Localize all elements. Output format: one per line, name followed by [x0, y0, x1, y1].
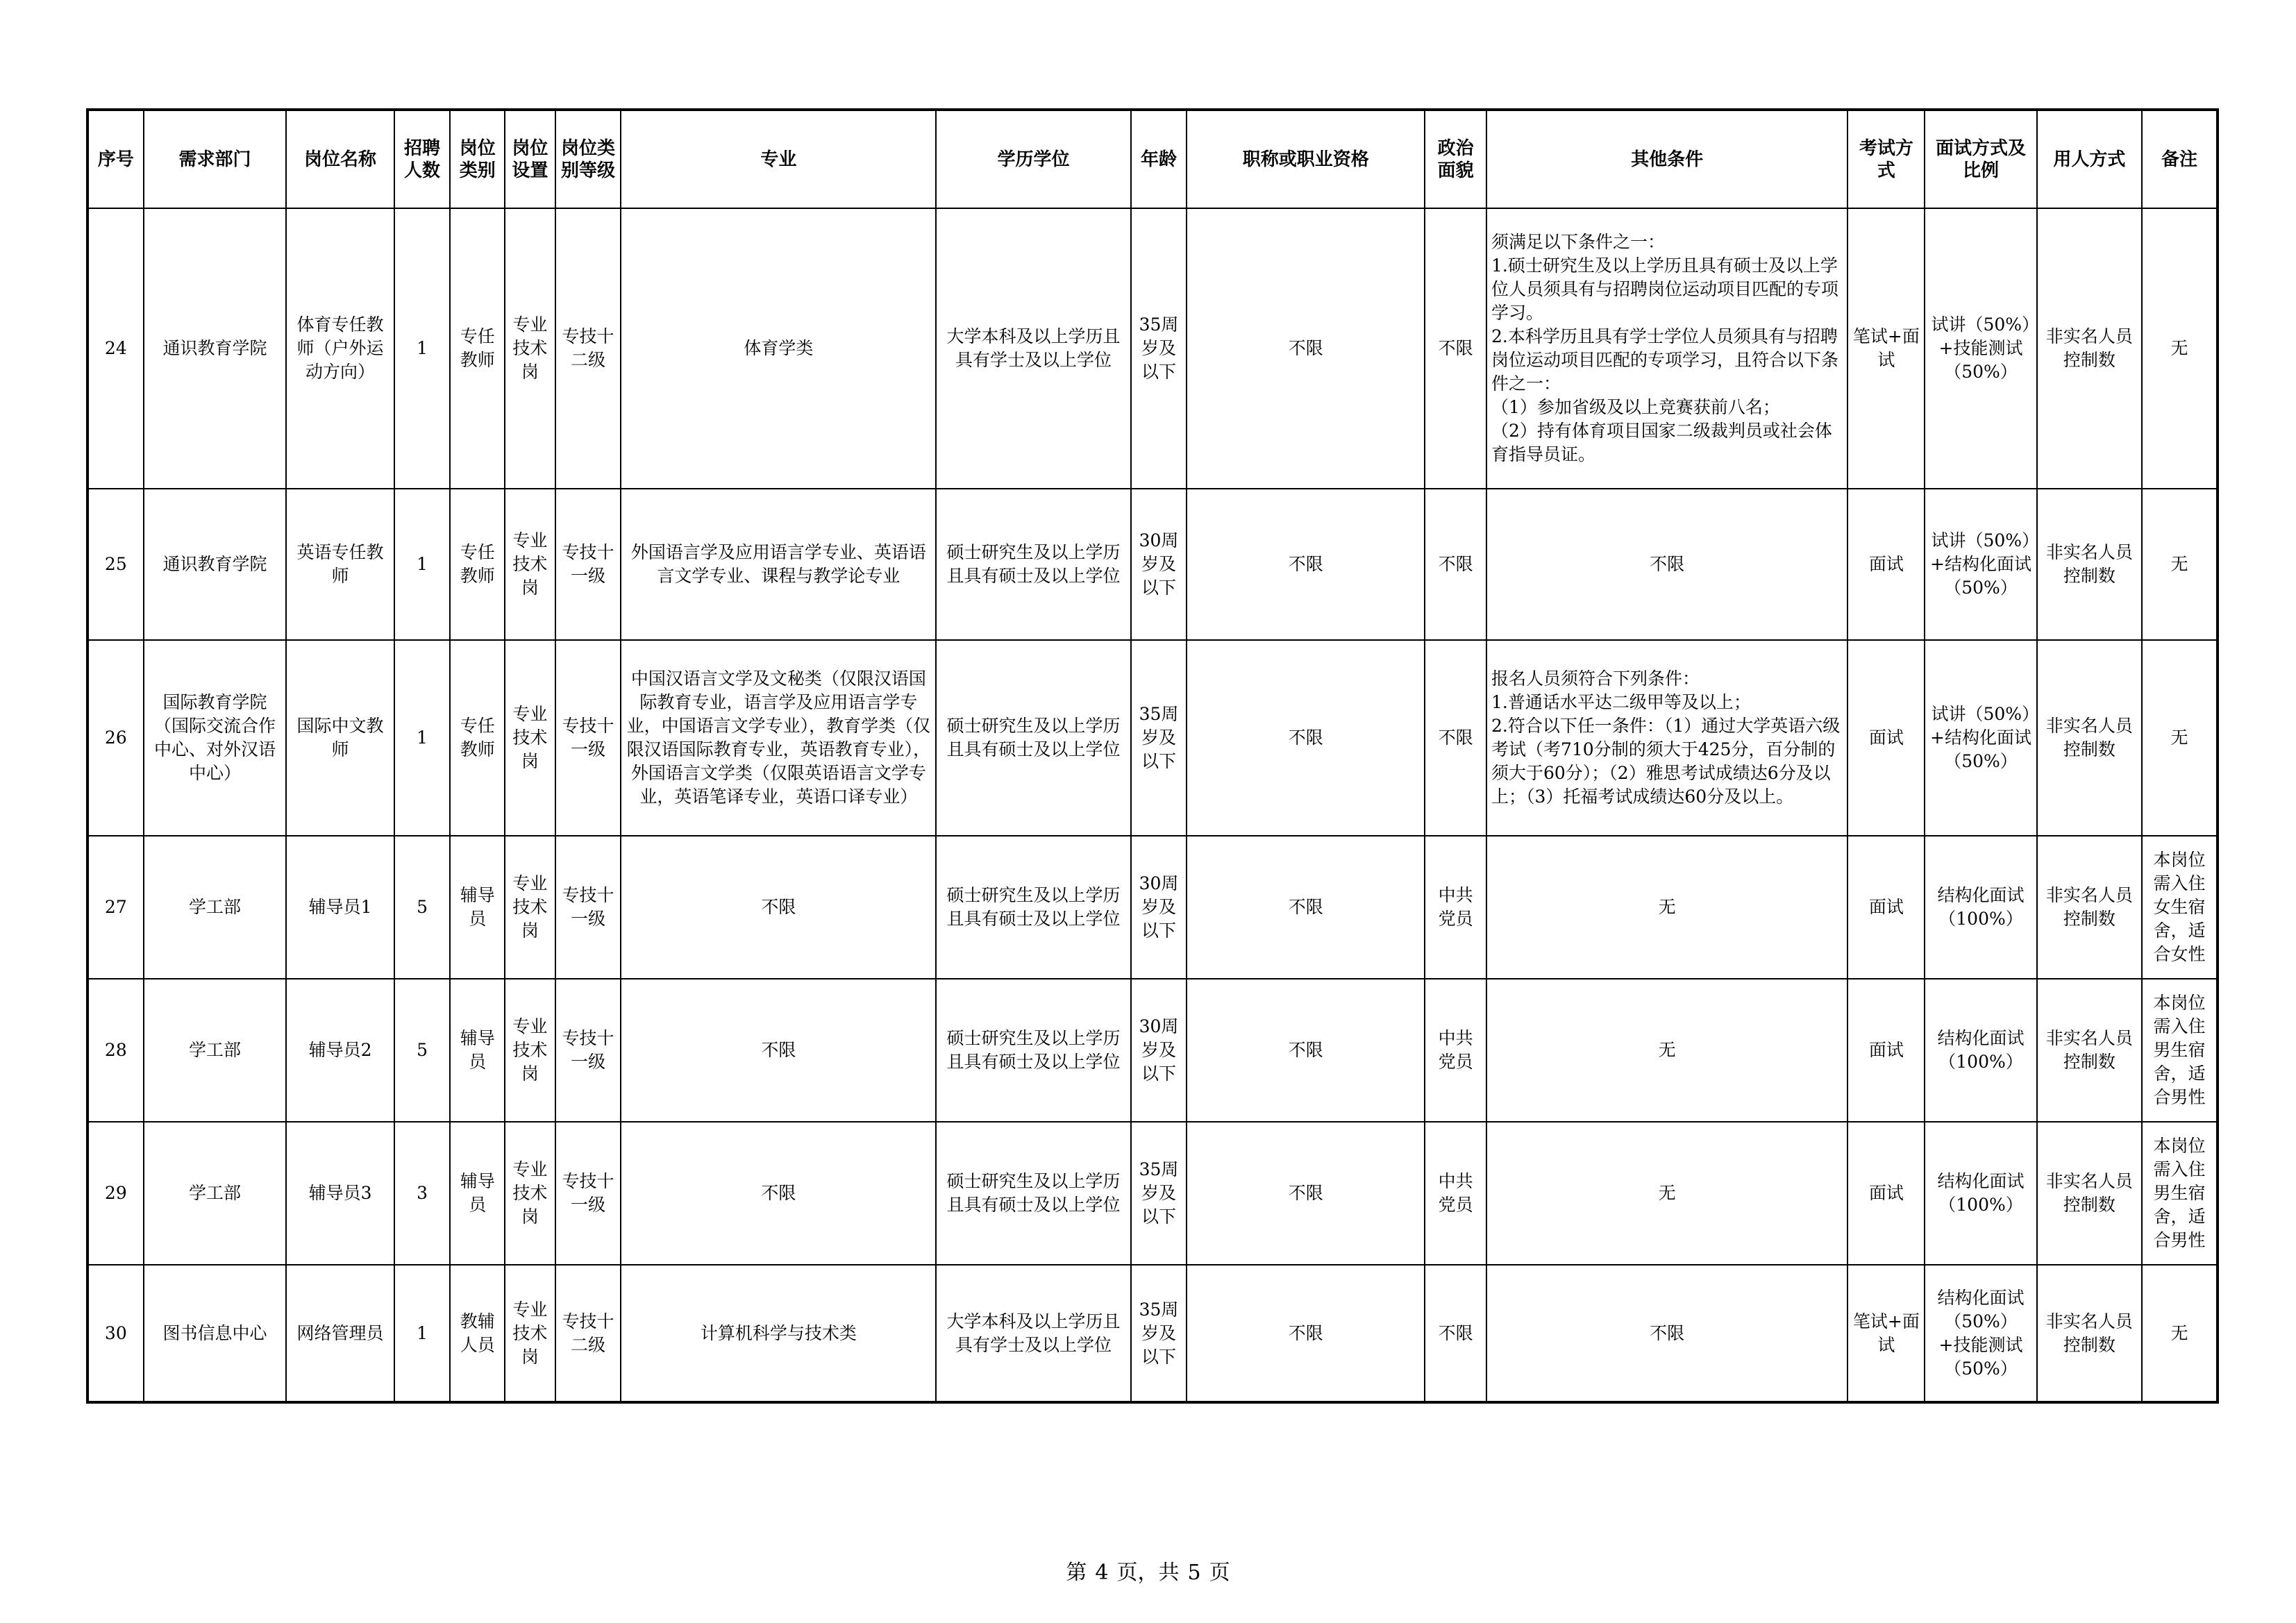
cell-interview: 试讲（50%）+结构化面试（50%） [1925, 489, 2036, 640]
table-row [87, 979, 2218, 1122]
cell-setting: 专业技术岗 [505, 640, 555, 836]
cell-political: 不限 [1425, 489, 1486, 640]
cell-exam: 笔试+面试 [1847, 1265, 1925, 1402]
cell-post: 辅导员1 [286, 836, 394, 979]
header-cell: 序号 [87, 110, 144, 208]
cell-title: 不限 [1187, 1122, 1425, 1265]
cell-no: 28 [87, 979, 144, 1122]
header-cell: 需求部门 [144, 110, 287, 208]
table-row [87, 1265, 2218, 1402]
header-cell: 其他条件 [1486, 110, 1847, 208]
cell-title: 不限 [1187, 979, 1425, 1122]
cell-remark: 无 [2142, 640, 2218, 836]
cell-other: 无 [1486, 836, 1847, 979]
cell-major: 不限 [621, 836, 936, 979]
table-row [87, 489, 2218, 640]
cell-dept: 图书信息中心 [144, 1265, 287, 1402]
cell-no: 26 [87, 640, 144, 836]
cell-major: 体育学类 [621, 208, 936, 489]
cell-employ: 非实名人员控制数 [2037, 640, 2142, 836]
cell-interview: 试讲（50%）+技能测试（50%） [1925, 208, 2036, 489]
cell-interview: 结构化面试（100%） [1925, 1122, 2036, 1265]
cell-category: 辅导员 [450, 979, 505, 1122]
table-row [87, 836, 2218, 979]
header-cell: 面试方式及比例 [1925, 110, 2036, 208]
recruitment-table [86, 108, 2219, 1404]
cell-category: 专任教师 [450, 640, 505, 836]
cell-count: 1 [394, 208, 451, 489]
cell-remark: 无 [2142, 1265, 2218, 1402]
header-cell: 岗位名称 [286, 110, 394, 208]
footer-prefix: 第 [1066, 1561, 1087, 1585]
cell-employ: 非实名人员控制数 [2037, 1265, 2142, 1402]
cell-setting: 专业技术岗 [505, 1122, 555, 1265]
cell-level: 专技十一级 [555, 836, 621, 979]
cell-category: 专任教师 [450, 489, 505, 640]
footer-page-number: 4 [1095, 1561, 1109, 1585]
cell-no: 24 [87, 208, 144, 489]
cell-no: 27 [87, 836, 144, 979]
footer-middle: 页，共 [1116, 1561, 1180, 1585]
header-cell: 备注 [2142, 110, 2218, 208]
cell-dept: 学工部 [144, 836, 287, 979]
cell-political: 不限 [1425, 1265, 1486, 1402]
cell-level: 专技十二级 [555, 208, 621, 489]
cell-remark: 本岗位需入住男生宿舍，适合男性 [2142, 979, 2218, 1122]
header-cell: 政治面貌 [1425, 110, 1486, 208]
cell-level: 专技十一级 [555, 1122, 621, 1265]
cell-political: 中共党员 [1425, 836, 1486, 979]
cell-count: 5 [394, 836, 451, 979]
cell-interview: 试讲（50%）+结构化面试（50%） [1925, 640, 2036, 836]
cell-dept: 学工部 [144, 979, 287, 1122]
cell-title: 不限 [1187, 836, 1425, 979]
cell-major: 中国汉语言文学及文秘类（仅限汉语国际教育专业，语言学及应用语言学专业，中国语言文学专业），教育学类（仅限汉语国际教育专业，英语教育专业），外国语言文学类（仅限英语语言文学专业，英语笔译专业，英语口译专业） [621, 640, 936, 836]
cell-age: 35周岁及以下 [1131, 1265, 1187, 1402]
cell-setting: 专业技术岗 [505, 836, 555, 979]
cell-major: 不限 [621, 1122, 936, 1265]
cell-other: 不限 [1486, 1265, 1847, 1402]
cell-post: 英语专任教师 [286, 489, 394, 640]
cell-political: 不限 [1425, 640, 1486, 836]
cell-employ: 非实名人员控制数 [2037, 979, 2142, 1122]
cell-category: 专任教师 [450, 208, 505, 489]
cell-title: 不限 [1187, 489, 1425, 640]
cell-dept: 国际教育学院（国际交流合作中心、对外汉语中心） [144, 640, 287, 836]
cell-count: 1 [394, 1265, 451, 1402]
cell-remark: 无 [2142, 489, 2218, 640]
cell-major: 计算机科学与技术类 [621, 1265, 936, 1402]
header-row [87, 110, 2218, 208]
cell-interview: 结构化面试（100%） [1925, 979, 2036, 1122]
header-cell: 岗位设置 [505, 110, 555, 208]
cell-interview: 结构化面试（100%） [1925, 836, 2036, 979]
cell-employ: 非实名人员控制数 [2037, 489, 2142, 640]
cell-post: 体育专任教师（户外运动方向） [286, 208, 394, 489]
cell-political: 中共党员 [1425, 979, 1486, 1122]
cell-age: 30周岁及以下 [1131, 979, 1187, 1122]
cell-level: 专技十一级 [555, 979, 621, 1122]
cell-dept: 通识教育学院 [144, 208, 287, 489]
cell-age: 35周岁及以下 [1131, 640, 1187, 836]
cell-interview: 结构化面试（50%）+技能测试（50%） [1925, 1265, 2036, 1402]
cell-edu: 硕士研究生及以上学历且具有硕士及以上学位 [936, 836, 1130, 979]
cell-post: 网络管理员 [286, 1265, 394, 1402]
cell-other: 无 [1486, 1122, 1847, 1265]
cell-other: 无 [1486, 979, 1847, 1122]
header-cell: 招聘人数 [394, 110, 451, 208]
cell-dept: 通识教育学院 [144, 489, 287, 640]
cell-age: 35周岁及以下 [1131, 208, 1187, 489]
cell-employ: 非实名人员控制数 [2037, 836, 2142, 979]
table-row [87, 640, 2218, 836]
cell-post: 辅导员3 [286, 1122, 394, 1265]
cell-category: 辅导员 [450, 1122, 505, 1265]
header-cell: 职称或职业资格 [1187, 110, 1425, 208]
cell-age: 30周岁及以下 [1131, 836, 1187, 979]
cell-political: 不限 [1425, 208, 1486, 489]
table-row [87, 1122, 2218, 1265]
cell-other: 报名人员须符合下列条件： 1.普通话水平达二级甲等及以上； 2.符合以下任一条件：（1）通过大学英语六级考试（考710分制的须大于425分，百分制的须大于60分）；（2）雅思考试成绩达6分及以上；（3）托福考试成绩达60分及以上。 [1486, 640, 1847, 836]
cell-count: 1 [394, 489, 451, 640]
cell-employ: 非实名人员控制数 [2037, 208, 2142, 489]
cell-setting: 专业技术岗 [505, 208, 555, 489]
cell-level: 专技十一级 [555, 489, 621, 640]
cell-political: 中共党员 [1425, 1122, 1486, 1265]
header-cell: 岗位类别等级 [555, 110, 621, 208]
cell-count: 1 [394, 640, 451, 836]
cell-major: 不限 [621, 979, 936, 1122]
cell-category: 教辅人员 [450, 1265, 505, 1402]
header-cell: 专业 [621, 110, 936, 208]
cell-post: 辅导员2 [286, 979, 394, 1122]
cell-edu: 硕士研究生及以上学历且具有硕士及以上学位 [936, 489, 1130, 640]
cell-exam: 面试 [1847, 1122, 1925, 1265]
cell-age: 30周岁及以下 [1131, 489, 1187, 640]
cell-age: 35周岁及以下 [1131, 1122, 1187, 1265]
footer-suffix: 页 [1209, 1561, 1230, 1585]
cell-other: 不限 [1486, 489, 1847, 640]
cell-remark: 本岗位需入住女生宿舍，适合女性 [2142, 836, 2218, 979]
cell-count: 5 [394, 979, 451, 1122]
cell-employ: 非实名人员控制数 [2037, 1122, 2142, 1265]
cell-exam: 笔试+面试 [1847, 208, 1925, 489]
footer-total-pages: 5 [1187, 1561, 1201, 1585]
cell-edu: 大学本科及以上学历且具有学士及以上学位 [936, 1265, 1130, 1402]
cell-edu: 硕士研究生及以上学历且具有硕士及以上学位 [936, 979, 1130, 1122]
cell-level: 专技十二级 [555, 1265, 621, 1402]
header-cell: 年龄 [1131, 110, 1187, 208]
cell-dept: 学工部 [144, 1122, 287, 1265]
cell-no: 25 [87, 489, 144, 640]
cell-setting: 专业技术岗 [505, 1265, 555, 1402]
cell-title: 不限 [1187, 640, 1425, 836]
cell-count: 3 [394, 1122, 451, 1265]
header-cell: 用人方式 [2037, 110, 2142, 208]
cell-no: 29 [87, 1122, 144, 1265]
cell-remark: 无 [2142, 208, 2218, 489]
cell-remark: 本岗位需入住男生宿舍，适合男性 [2142, 1122, 2218, 1265]
cell-edu: 大学本科及以上学历且具有学士及以上学位 [936, 208, 1130, 489]
cell-no: 30 [87, 1265, 144, 1402]
header-cell: 岗位类别 [450, 110, 505, 208]
header-cell: 学历学位 [936, 110, 1130, 208]
cell-exam: 面试 [1847, 836, 1925, 979]
table-body [87, 208, 2218, 1402]
cell-exam: 面试 [1847, 640, 1925, 836]
cell-exam: 面试 [1847, 489, 1925, 640]
header-cell: 考试方式 [1847, 110, 1925, 208]
cell-level: 专技十一级 [555, 640, 621, 836]
cell-category: 辅导员 [450, 836, 505, 979]
cell-other: 须满足以下条件之一： 1.硕士研究生及以上学历且具有硕士及以上学位人员须具有与招聘岗位运动项目匹配的专项学习。 2.本科学历且具有学士学位人员须具有与招聘岗位运动项目匹配的专项学习，且符合以下条件之一： （1）参加省级及以上竞赛获前八名； （2）持有体育项目国家二级裁判员或社会体育指导员证。 [1486, 208, 1847, 489]
cell-title: 不限 [1187, 1265, 1425, 1402]
cell-major: 外国语言学及应用语言学专业、英语语言文学专业、课程与教学论专业 [621, 489, 936, 640]
cell-edu: 硕士研究生及以上学历且具有硕士及以上学位 [936, 1122, 1130, 1265]
table-row [87, 208, 2218, 489]
cell-post: 国际中文教师 [286, 640, 394, 836]
cell-setting: 专业技术岗 [505, 979, 555, 1122]
page-footer [0, 1555, 2296, 1586]
cell-setting: 专业技术岗 [505, 489, 555, 640]
cell-exam: 面试 [1847, 979, 1925, 1122]
cell-title: 不限 [1187, 208, 1425, 489]
cell-edu: 硕士研究生及以上学历且具有硕士及以上学位 [936, 640, 1130, 836]
